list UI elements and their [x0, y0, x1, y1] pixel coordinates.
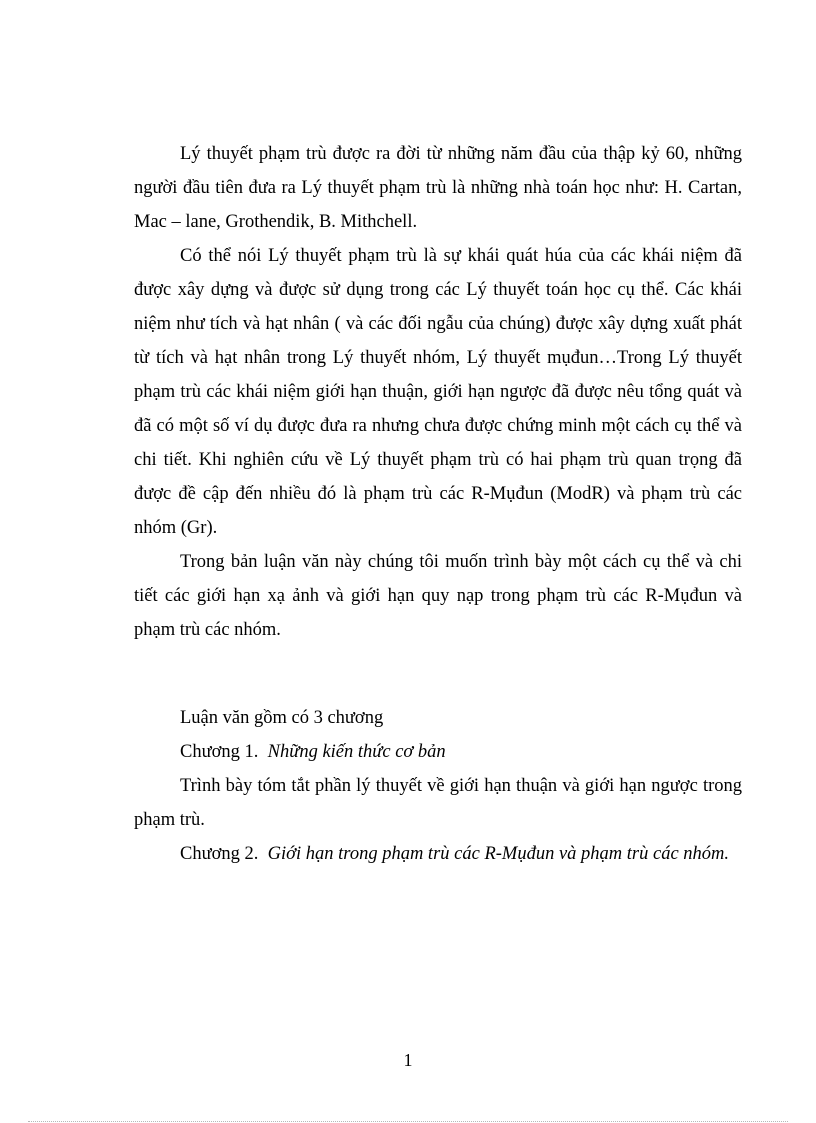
chapter-1-line	[134, 735, 742, 769]
page-body	[134, 137, 742, 871]
page-number: 1	[403, 1050, 413, 1070]
page-bottom-divider	[28, 1121, 788, 1122]
section-spacer	[134, 647, 742, 701]
chapter-2-label: Chương 2.	[180, 844, 259, 864]
intro-paragraph-2: Có thể nói Lý thuyết phạm trù là sự khái quát húa của các khái niệm đã được xây dựng và được sử dụng trong các Lý thuyết toán học cụ thể. Các khái niệm như tích và hạt nhân ( và các đối ngẫu của chúng) được xây dựng xuất phát từ tích và hạt nhân trong Lý thuyết nhóm, Lý thuyết mụđun…Trong Lý thuyết phạm trù các khái niệm giới hạn thuận, giới hạn ngược đã được nêu tổng quát và đã có một số ví dụ được đưa ra nhưng chưa được chứng minh một cách cụ thể và chi tiết. Khi nghiên cứu về Lý thuyết phạm trù có hai phạm trù quan trọng đã được đề cập đến nhiều đó là phạm trù các R-Mụđun (ModR) và phạm trù các nhóm (Gr).	[134, 246, 742, 538]
intro-paragraph-1: Lý thuyết phạm trù được ra đời từ những năm đầu của thập kỷ 60, những người đầu tiên đưa ra Lý thuyết phạm trù là những nhà toán học như: H. Cartan, Mac – lane, Grothendik, B. Mithchell.	[134, 144, 742, 232]
chapter-2-line	[134, 837, 742, 871]
chapter-1-label: Chương 1.	[180, 742, 259, 762]
chapter-2-title: Giới hạn trong phạm trù các R-Mụđun và phạm trù các nhóm.	[267, 844, 730, 864]
outline-heading: Luận văn gồm có 3 chương	[180, 708, 384, 728]
chapter-1-title: Những kiến thức cơ bản	[267, 742, 446, 762]
chapter-1-description: Trình bày tóm tắt phần lý thuyết về giới hạn thuận và giới hạn ngược trong phạm trù.	[134, 776, 742, 830]
intro-paragraph-3: Trong bản luận văn này chúng tôi muốn trình bày một cách cụ thể và chi tiết các giới hạn xạ ảnh và giới hạn quy nạp trong phạm trù các R-Mụđun và phạm trù các nhóm.	[134, 552, 742, 640]
